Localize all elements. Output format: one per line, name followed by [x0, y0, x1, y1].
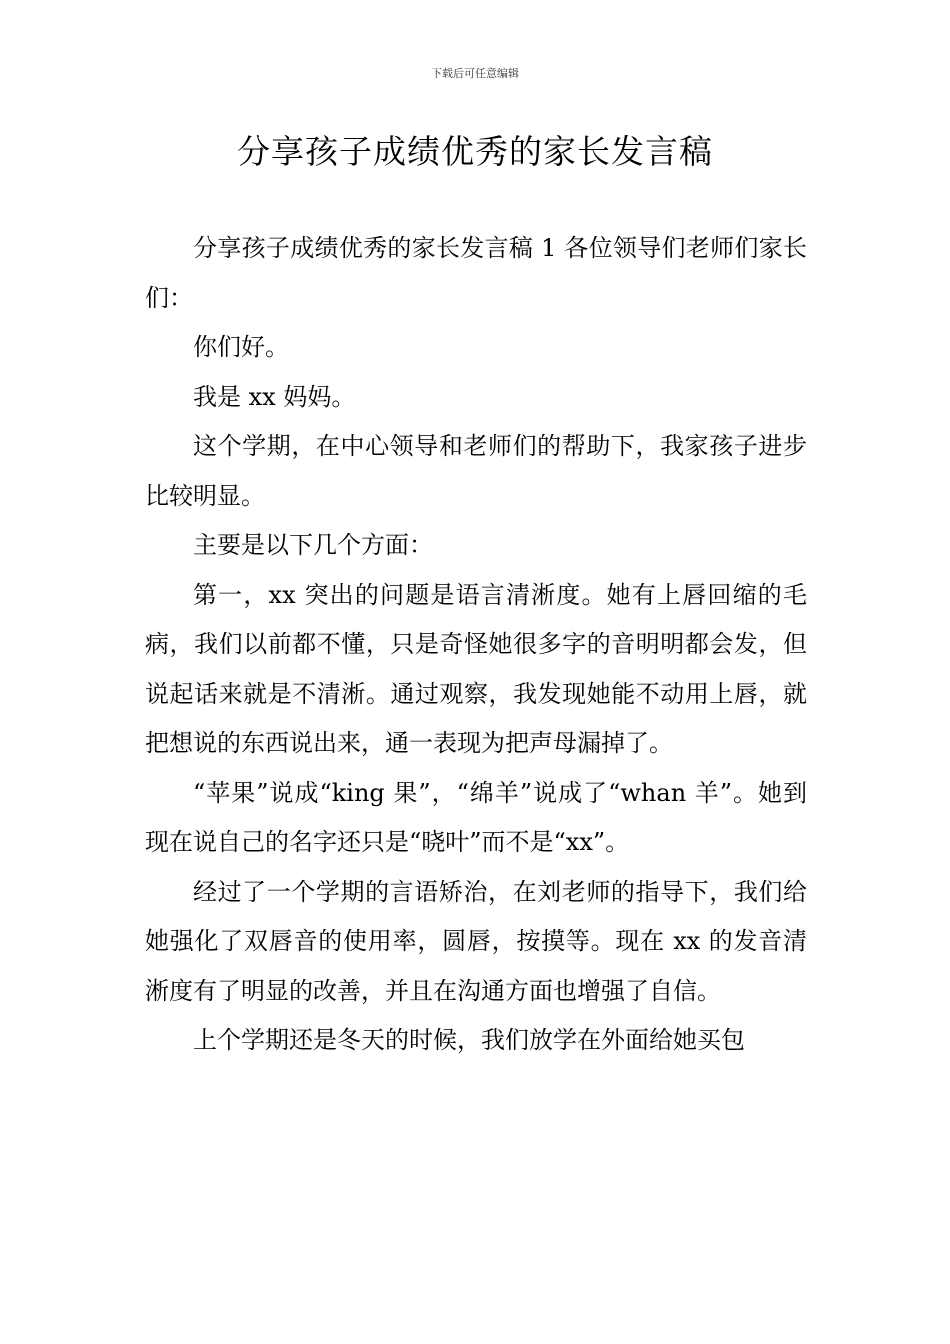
document-body	[145, 224, 807, 1066]
paragraph-aspects: 主要是以下几个方面：	[193, 531, 433, 559]
document-title: 分享孩子成绩优秀的家长发言稿	[237, 132, 713, 171]
paragraph-examples: “苹果”说成“king 果”，“绵羊”说成了“whan 羊”。她到现在说自己的名字还只是“晓叶”而不是“xx”。	[145, 778, 807, 856]
paragraph-progress: 这个学期，在中心领导和老师们的帮助下，我家孩子进步比较明显。	[145, 432, 807, 510]
paragraph-first-point: 第一，xx 突出的问题是语言清淅度。她有上唇回缩的毛病，我们以前都不懂，只是奇怪她很多字的音明明都会发，但说起话来就是不清淅。通过观察，我发现她能不动用上唇，就把想说的东西说出来，通一表现为把声母漏掉了。	[145, 580, 807, 757]
paragraph-hello: 你们好。	[193, 333, 289, 361]
paragraph-correction: 经过了一个学期的言语矫治，在刘老师的指导下，我们给她强化了双唇音的使用率，圆唇，按摸等。现在 xx 的发音清淅度有了明显的改善，并且在沟通方面也增强了自信。	[145, 877, 807, 1005]
paragraph-intro: 我是 xx 妈妈。	[193, 382, 356, 411]
paragraph-last-semester: 上个学期还是冬天的时候，我们放学在外面给她买包	[193, 1026, 745, 1054]
header-note: 下载后可任意编辑	[431, 67, 519, 80]
paragraph-greeting: 分享孩子成绩优秀的家长发言稿 1 各位领导们老师们家长们：	[145, 234, 807, 312]
